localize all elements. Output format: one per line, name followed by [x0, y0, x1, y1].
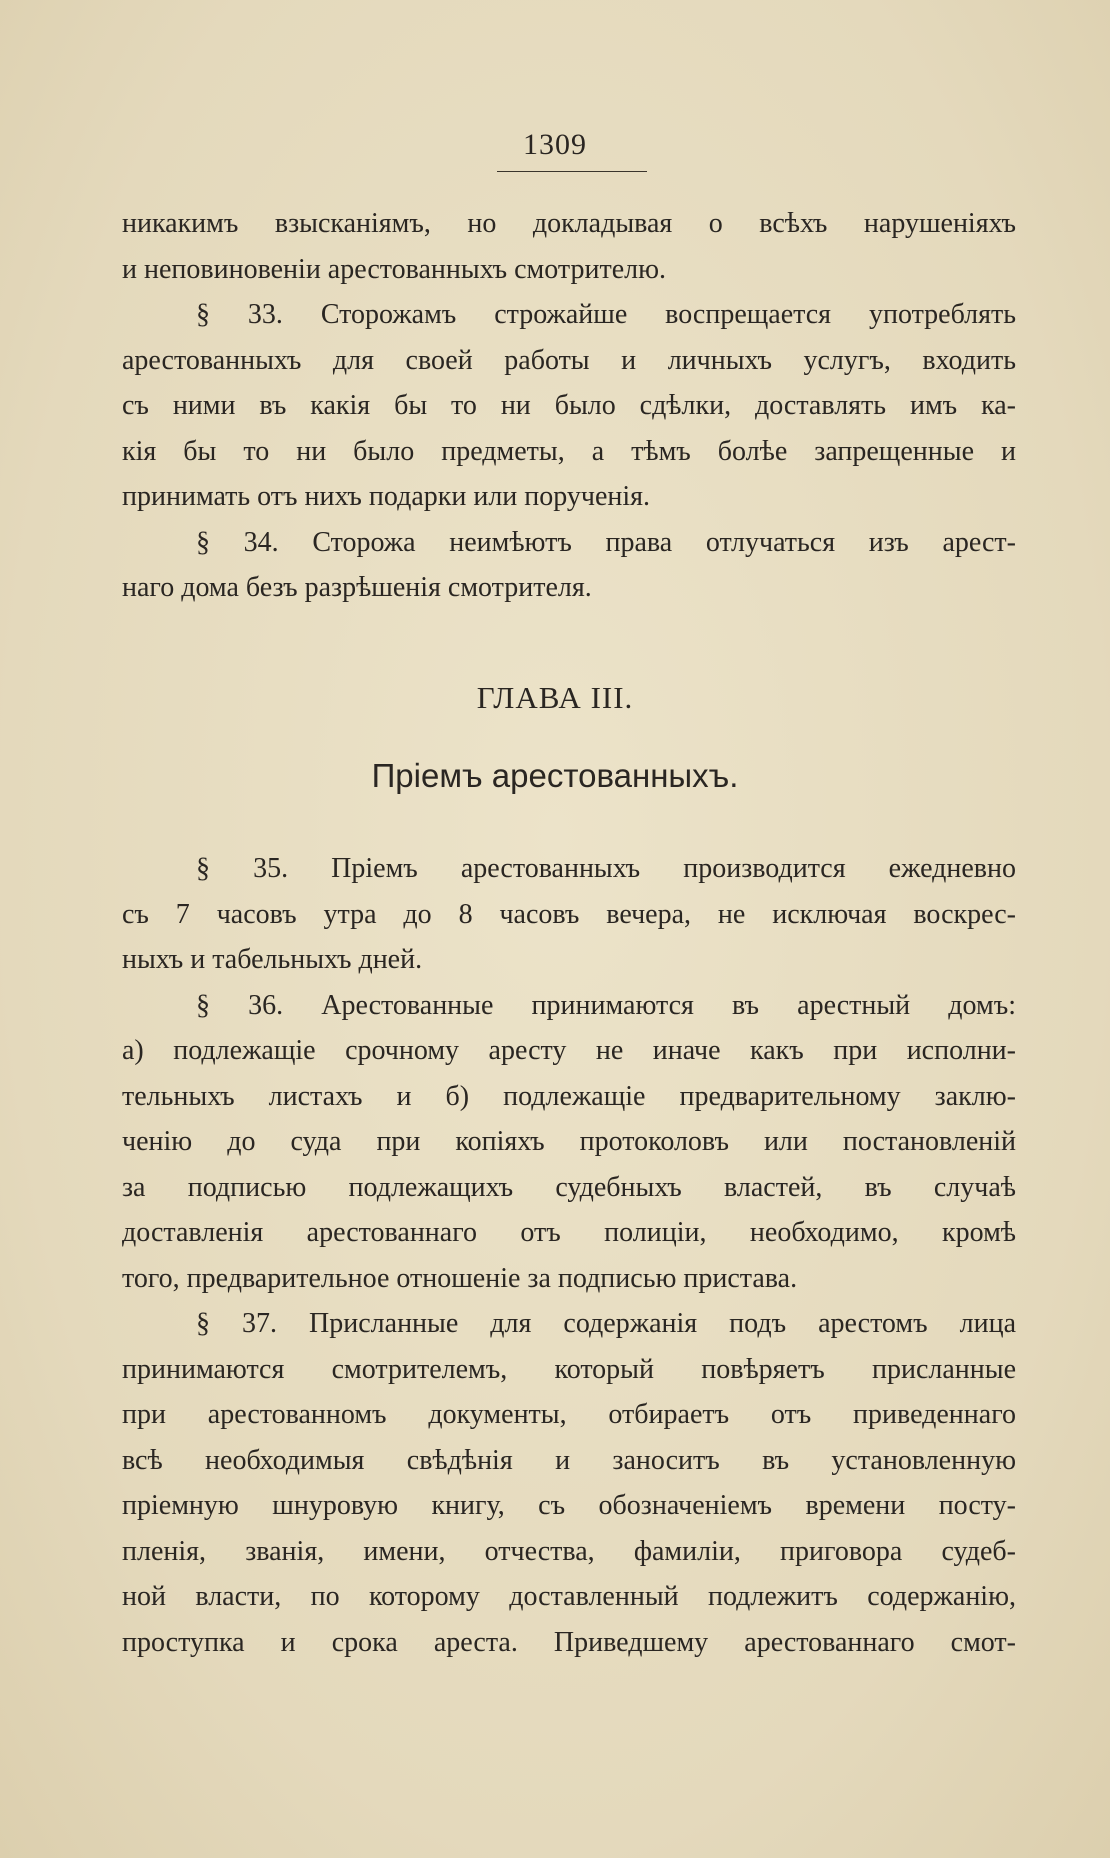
text-line: никакимъ взысканіямъ, но докладывая о всѣхъ нарушеніяхъ: [122, 208, 1016, 239]
page-number-rule: [497, 171, 647, 172]
text-line: и неповиновеніи арестованныхъ смотрителю.: [122, 253, 667, 285]
text-line: принимаются смотрителемъ, который повѣряетъ присланные: [122, 1353, 1016, 1385]
text-line: пленія, званія, имени, отчества, фамиліи, приговора судеб-: [122, 1535, 1016, 1567]
text-line: наго дома безъ разрѣшенія смотрителя.: [122, 572, 592, 603]
paragraph-34-start: § 34. Сторожа неимѣютъ права отлучаться изъ арест-: [196, 526, 1016, 558]
paragraph-35-start: § 35. Пріемъ арестованныхъ производится ежедневно: [196, 853, 1016, 884]
text-line: того, предварительное отношеніе за подписью пристава.: [122, 1262, 798, 1294]
text-line: при арестованномъ документы, отбираетъ отъ приведеннаго: [122, 1399, 1016, 1430]
page-number: 1309: [523, 128, 587, 161]
section-title: Пріемъ арестованныхъ.: [371, 757, 739, 794]
paragraph-33-start: § 33. Сторожамъ строжайше воспрещается употреблять: [196, 299, 1016, 330]
text-line: пріемную шнуровую книгу, съ обозначеніемъ времени посту-: [122, 1490, 1016, 1521]
text-block-top: [122, 201, 1016, 611]
chapter-title: ГЛАВА III.: [476, 680, 634, 715]
text-line: тельныхъ листахъ и б) подлежащіе предварительному заклю-: [122, 1080, 1016, 1112]
text-line: ченію до суда при копіяхъ протоколовъ или постановленій: [122, 1126, 1016, 1157]
text-line: арестованныхъ для своей работы и личныхъ услугъ, входить: [122, 344, 1016, 376]
text-line: принимать отъ нихъ подарки или порученія.: [122, 481, 651, 512]
text-line: за подписью подлежащихъ судебныхъ властей, въ случаѣ: [122, 1171, 1016, 1203]
text-line: а) подлежащіе срочному аресту не иначе какъ при исполни-: [122, 1035, 1016, 1066]
text-line: съ ними въ какія бы то ни было сдѣлки, доставлять имъ ка-: [122, 390, 1016, 421]
text-line: кія бы то ни было предметы, а тѣмъ болѣе запрещенные и: [122, 435, 1016, 467]
text-line: ныхъ и табельныхъ дней.: [122, 944, 423, 975]
text-line: доставленія арестованнаго отъ полиціи, необходимо, кромѣ: [122, 1217, 1016, 1248]
text-block-bottom: [122, 846, 1016, 1665]
text-line: съ 7 часовъ утра до 8 часовъ вечера, не исключая воскрес-: [122, 898, 1016, 930]
text-line: ной власти, по которому доставленный подлежитъ содержанію,: [122, 1581, 1016, 1612]
text-line: всѣ необходимыя свѣдѣнія и заноситъ въ установленную: [122, 1444, 1016, 1476]
text-line: проступка и срока ареста. Приведшему арестованнаго смот-: [122, 1626, 1016, 1658]
paragraph-36-start: § 36. Арестованные принимаются въ арестный домъ:: [196, 989, 1016, 1021]
paragraph-37-start: § 37. Присланные для содержанія подъ арестомъ лица: [196, 1308, 1016, 1339]
